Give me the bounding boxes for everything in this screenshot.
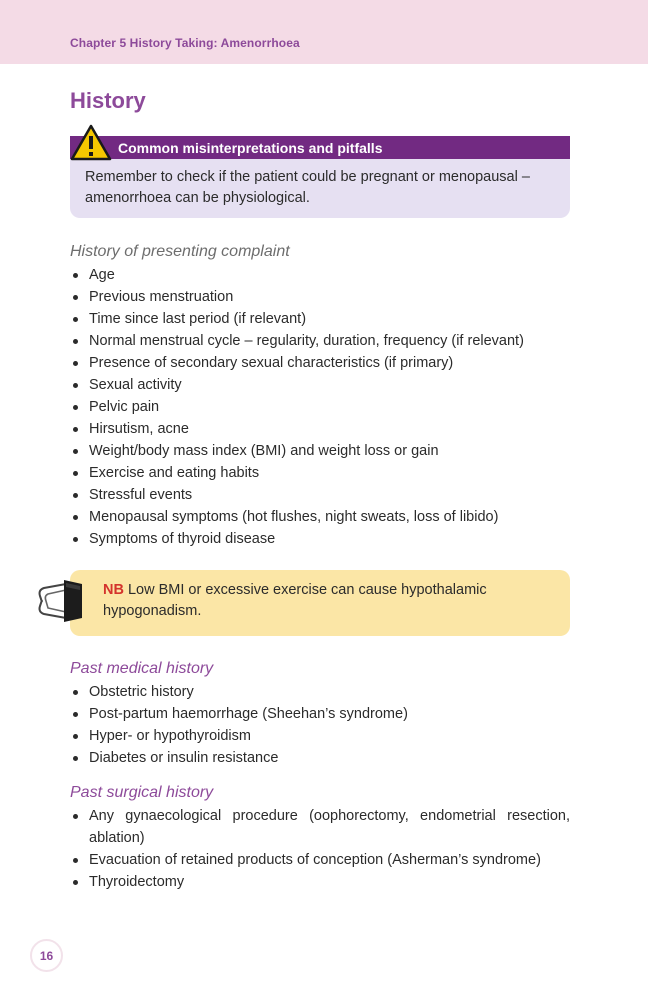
warning-icon: [70, 124, 112, 162]
list-item: Hyper- or hypothyroidism: [70, 725, 570, 747]
list-item: Hirsutism, acne: [70, 418, 570, 440]
list-item: Thyroidectomy: [70, 871, 570, 893]
past-medical-heading: Past medical history: [70, 660, 214, 677]
list-item: Symptoms of thyroid disease: [70, 528, 570, 550]
page-header-band: [0, 0, 648, 64]
nb-label: NB: [103, 582, 124, 598]
chapter-label: Chapter 5 History Taking: Amenorrhoea: [70, 36, 300, 50]
pitfall-text: Remember to check if the patient could be pregnant or menopausal – amenorrhoea can be physiological.: [85, 169, 530, 206]
list-item: Presence of secondary sexual characteristics (if primary): [70, 352, 570, 374]
pitfall-title: Common misinterpretations and pitfalls: [118, 140, 383, 156]
binder-clip-icon: [36, 578, 86, 624]
list-item: Previous menstruation: [70, 286, 570, 308]
list-item: Obstetric history: [70, 681, 570, 703]
list-item: Pelvic pain: [70, 396, 570, 418]
list-item: Exercise and eating habits: [70, 462, 570, 484]
nb-note-body: Low BMI or excessive exercise can cause hypothalamic hypogonadism.: [103, 582, 487, 619]
past-surgical-list: [70, 805, 570, 893]
presenting-complaint-list: [70, 264, 570, 550]
list-item: Evacuation of retained products of conception (Asherman’s syndrome): [70, 849, 570, 871]
list-item: Sexual activity: [70, 374, 570, 396]
list-item: Any gynaecological procedure (oophorectomy, endometrial resection, ablation): [70, 805, 570, 849]
list-item: Post-partum haemorrhage (Sheehan’s syndrome): [70, 703, 570, 725]
list-item: Stressful events: [70, 484, 570, 506]
list-item: Time since last period (if relevant): [70, 308, 570, 330]
list-item: Age: [70, 264, 570, 286]
nb-note-text: [103, 580, 553, 622]
list-item: Diabetes or insulin resistance: [70, 747, 570, 769]
list-item: Menopausal symptoms (hot flushes, night sweats, loss of libido): [70, 506, 570, 528]
list-item: Weight/body mass index (BMI) and weight loss or gain: [70, 440, 570, 462]
section-title: History: [70, 88, 146, 113]
pitfall-header: [70, 136, 570, 159]
past-surgical-heading: Past surgical history: [70, 784, 214, 801]
pitfall-body: [70, 159, 570, 218]
nb-note-box: [70, 570, 570, 636]
presenting-complaint-heading: History of presenting complaint: [70, 243, 290, 260]
pitfall-box: [70, 136, 570, 218]
list-item: Normal menstrual cycle – regularity, duration, frequency (if relevant): [70, 330, 570, 352]
past-medical-list: [70, 681, 570, 769]
page-number: 16: [30, 939, 63, 972]
